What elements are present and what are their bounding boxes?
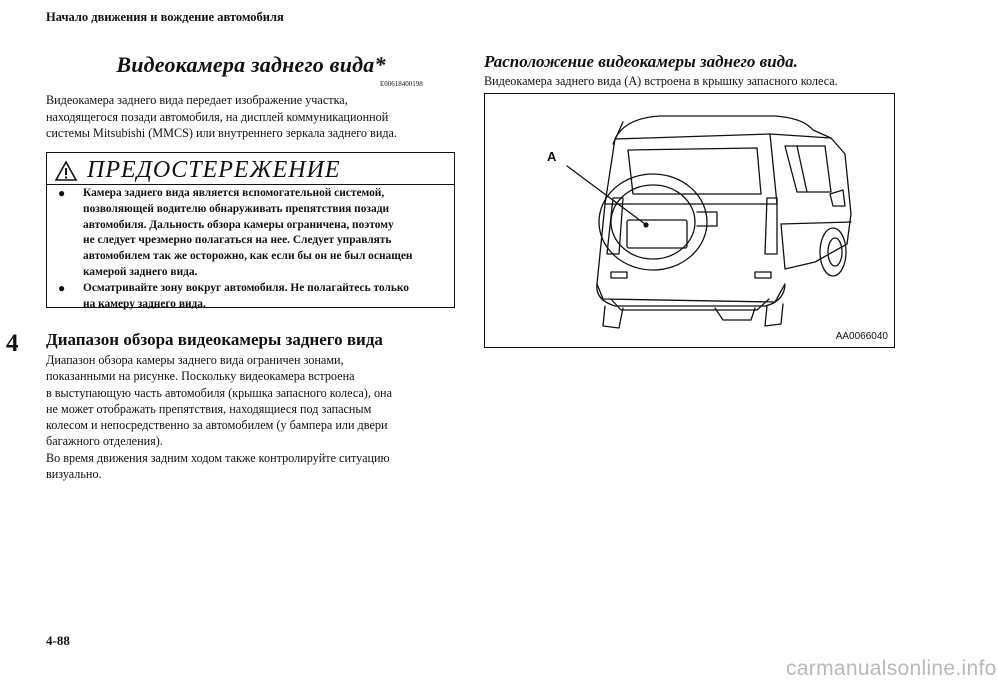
camera-marker-icon [643,222,648,227]
body-line: не может отображать препятствия, находящиеся под запасным [46,401,372,416]
page-number: 4-88 [46,633,70,648]
warning-line: Осматривайте зону вокруг автомобиля. Не полагайтесь только [83,281,409,294]
warning-divider [47,184,454,185]
right-section-text: Видеокамера заднего вида (A) встроена в крышку запасного колеса. [484,74,838,88]
warning-line: Камера заднего вида является вспомогательной системой, [83,187,385,199]
warning-box [46,152,455,308]
section-tab-number: 4 [6,330,19,357]
body-line: Диапазон обзора камеры заднего вида ограничен зонами, [46,353,344,367]
warning-line: автомобилем так же осторожно, как если бы он не был оснащен [83,250,413,263]
warning-line: на камеру заднего вида. [83,297,206,310]
intro-line: находящегося позади автомобиля, на дисплей коммуникационной [46,109,389,124]
warning-line: автомобиля. Дальность обзора камеры ограничена, поэтому [83,218,394,231]
callout-label: A [547,149,557,164]
body-line: Во время движения задним ходом также контролируйте ситуацию [46,450,390,465]
bullet-icon: ● [58,186,66,200]
warning-list [56,186,446,312]
subheading: Диапазон обзора видеокамеры заднего вида [46,330,383,349]
warning-title: ПРЕДОСТЕРЕЖЕНИЕ [87,157,341,183]
intro-line: системы Mitsubishi (MMCS) или внутреннего зеркала заднего вида. [46,126,398,140]
intro-paragraph [46,92,461,142]
warning-header [55,157,341,184]
warning-line: позволяющей водителю обнаруживать препятствия позади [83,202,390,215]
bullet-icon: ● [58,280,66,295]
warning-item [56,186,446,281]
figure-code: AA0066040 [835,331,888,342]
right-section-title: Расположение видеокамеры заднего вида. [484,52,798,71]
warning-line: камерой заднего вида. [83,265,198,278]
chapter-header: Начало движения и вождение автомобиля [46,10,284,24]
body-line: колесом и непосредственно за автомобилем (у бампера или двери [46,418,388,433]
watermark: carmanualsonline.info [786,657,997,680]
page-title: Видеокамера заднего вида* [116,52,386,77]
body-line: в выступающую часть автомобиля (крышка запасного колеса), она [46,385,392,400]
body-line: визуально. [46,467,102,482]
rear-camera-figure [484,93,895,348]
suv-rear-illustration [485,94,896,349]
body-line: показанными на рисунке. Поскольку видеокамера встроена [46,369,355,384]
warning-triangle-icon [55,161,77,181]
section-code: E00618400198 [380,80,423,88]
body-paragraph [46,352,461,482]
body-line: багажного отделения). [46,434,163,449]
intro-line: Видеокамера заднего вида передает изображение участка, [46,93,348,107]
warning-item [56,281,446,313]
warning-line: не следует чрезмерно полагаться на нее. Следует управлять [83,234,392,247]
